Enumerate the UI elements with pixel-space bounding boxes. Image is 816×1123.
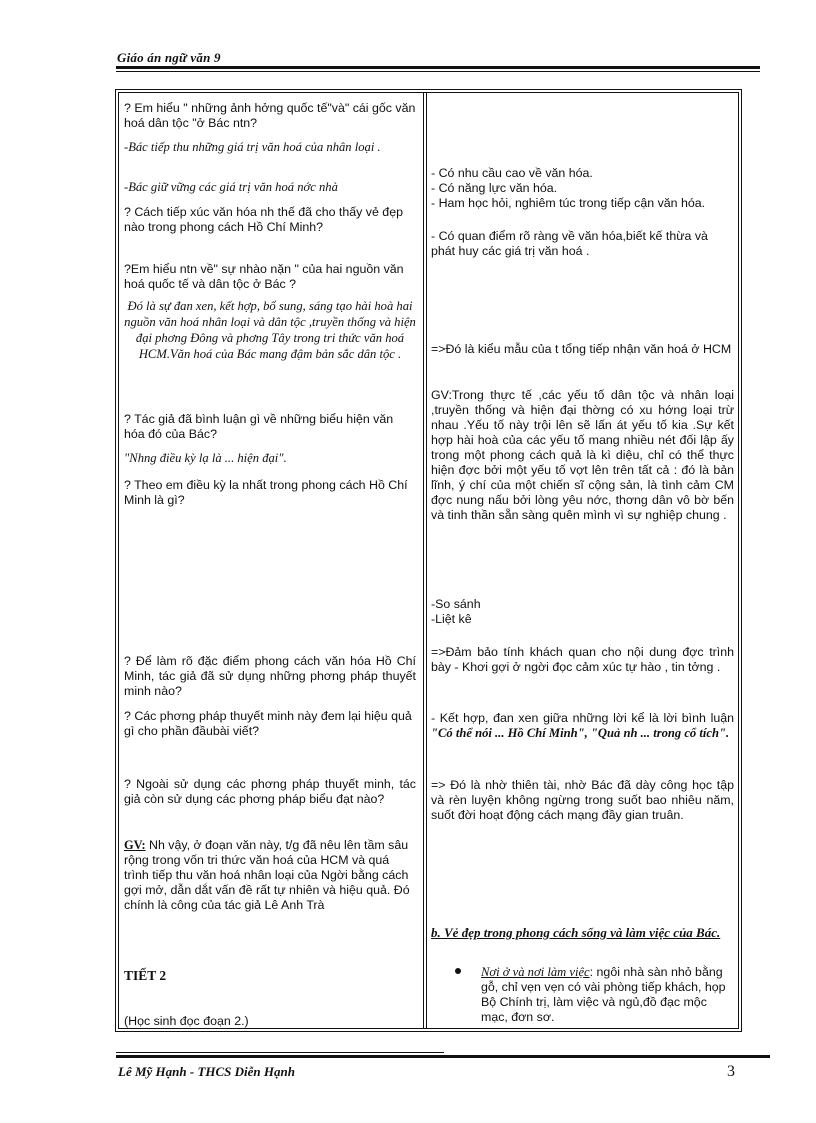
section-b-heading: b. Vẻ đẹp trong phong cách sống và làm việc của Bác. (431, 925, 721, 940)
quote-nhung-dieu-ky-la: "Nhng điều kỳ lạ là ... hiện đại". (124, 451, 287, 465)
answer-1: -Bác tiếp thu những giá trị văn hoá của nhân loại . (124, 140, 381, 154)
footer-author: Lê Mỹ Hạnh - THCS Diễn Hạnh (118, 1064, 295, 1079)
header-rule-thin (116, 71, 760, 72)
conclusion-3-text: - Kết hợp, đan xen giữa những lời kể là lời bình luận (431, 711, 734, 725)
bullet-item-residence (481, 965, 734, 1025)
question-5: ? Theo em điều kỳ la nhất trong phong cách Hồ Chí Minh là gì? (124, 478, 408, 507)
conclusion-1: =>Đó là kiểu mẫu của t tổng tiếp nhận văn hoá ở HCM (431, 342, 732, 356)
right-item-2: - Có năng lực văn hóa. (431, 181, 558, 195)
header-rule (116, 66, 760, 69)
conclusion-2: =>Đảm bảo tính khách quan cho nội dung đợc trình bày - Khơi gợi ở ngời đọc cảm xúc tự hào , tin tởng . (431, 645, 734, 674)
conclusion-3-quote: "Có thể nói ... Hồ Chí Minh", "Quả nh ... trong cổ tích". (431, 726, 730, 740)
bullet-icon (455, 968, 461, 974)
column-divider (423, 92, 424, 1029)
teacher-commentary: GV:Trong thực tế ,các yếu tố dân tộc và nhân loại ,truyền thống và hiện đại thờng có xu hớng loại trừ nhau .Yếu tố này trội lên sẽ lấn át yếu tố kia .Sự kết hợp hài hoà của các yếu tố mang nhiều nét đối lập ấy trong một phong cách quả là kì diệu, chỉ có thể thực hiện đợc bởi một yếu tố vợt lên trên tất cả : đó là bản lĩnh, ý chí của một chiến sĩ cộng sản, là tình cảm CM đợc nung nấu bởi lòng yêu nớc, thơng dân vô bờ bến và tinh thần sẵn sàng quên mình vì sự nghiệp chung . (431, 388, 734, 522)
question-4: ? Tác giả đã bình luận gì về những biểu hiện văn hóa đó của Bác? (124, 412, 394, 441)
right-item-3: - Ham học hỏi, nghiêm túc trong tiếp cận văn hóa. (431, 196, 706, 210)
gv-text: Nh vậy, ở đoạn văn này, t/g đã nêu lên tầm sâu rộng trong vốn tri thức văn hoá của HCM và quá trình tiếp thu văn hoá nhân loại của Ngời bằng cách gợi mở, dẫn dắt vấn đề rất tự nhiên và hiệu quả. Đó chính là công của tác giả Lê Anh Trà (124, 838, 410, 912)
right-item-4: - Có quan điểm rõ ràng về văn hóa,biết kế thừa và phát huy các giá trị văn hoá . (431, 229, 708, 258)
question-1: ? Em hiểu " những ảnh hởng quốc tế"và" cái gốc văn hoá dân tộc "ở Bác ntn? (124, 101, 416, 130)
answer-2: -Bác giữ vững các giá trị văn hoá nớc nhà (124, 180, 338, 194)
conclusion-3 (431, 711, 734, 741)
question-8: ? Ngoài sử dụng các phơng pháp thuyết minh, tác giả còn sử dụng các phơng pháp biểu đạt nào? (124, 777, 416, 806)
question-6: ? Để làm rõ đặc điểm phong cách văn hóa Hồ Chí Minh, tác giả đã sử dụng những phơng pháp thuyết minh nào? (124, 654, 416, 698)
gv-note (124, 838, 416, 913)
header-title: Giáo án ngữ văn 9 (117, 50, 221, 65)
column-divider-inner (426, 92, 427, 1029)
answer-3: Đó là sự đan xen, kết hợp, bổ sung, sáng tạo hài hoà hai nguồn văn hoá nhân loại và dân tộc ,truyền thống và hiện đại phơng Đông và phơng Tây trong tri thức văn hoá HCM.Văn hoá của Bác mang đậm bản sắc dân tộc . (124, 299, 416, 361)
footer-rule-thin (116, 1052, 444, 1053)
question-2: ? Cách tiếp xúc văn hóa nh thế đã cho thấy vẻ đẹp nào trong phong cách Hồ Chí Minh? (124, 205, 403, 234)
gv-label: GV: (124, 838, 146, 852)
right-item-1: - Có nhu cầu cao về văn hóa. (431, 166, 593, 180)
question-7: ? Các phơng pháp thuyết minh này đem lại hiệu quả gì cho phần đầubài viết? (124, 709, 412, 738)
lesson-heading: TIẾT 2 (124, 968, 167, 983)
bullet-label: Nơi ở và nơi làm việc (481, 965, 590, 979)
bullet-text: : ngôi nhà sàn nhỏ bằng gỗ, chỉ vẹn vẹn có vài phòng tiếp khách, họp Bộ Chính trị, làm việc và ngủ,đồ đạc mộc mạc, đơn sơ. (481, 965, 726, 1024)
conclusion-4: => Đó là nhờ thiên tài, nhờ Bác đã dày công học tập và rèn luyện không ngừng trong suốt bao nhiêu năm, suốt đời hoạt động cách mạng đầy gian truân. (431, 778, 734, 822)
reading-note: (Học sinh đọc đoạn 2.) (124, 1014, 249, 1028)
page-number: 3 (727, 1063, 735, 1080)
question-3: ?Em hiểu ntn về" sự nhào nặn " của hai nguồn văn hoá quốc tế và dân tộc ở Bác ? (124, 262, 404, 291)
footer-rule (116, 1055, 770, 1058)
method-list: -Liệt kê (431, 612, 472, 626)
method-compare: -So sánh (431, 597, 481, 611)
